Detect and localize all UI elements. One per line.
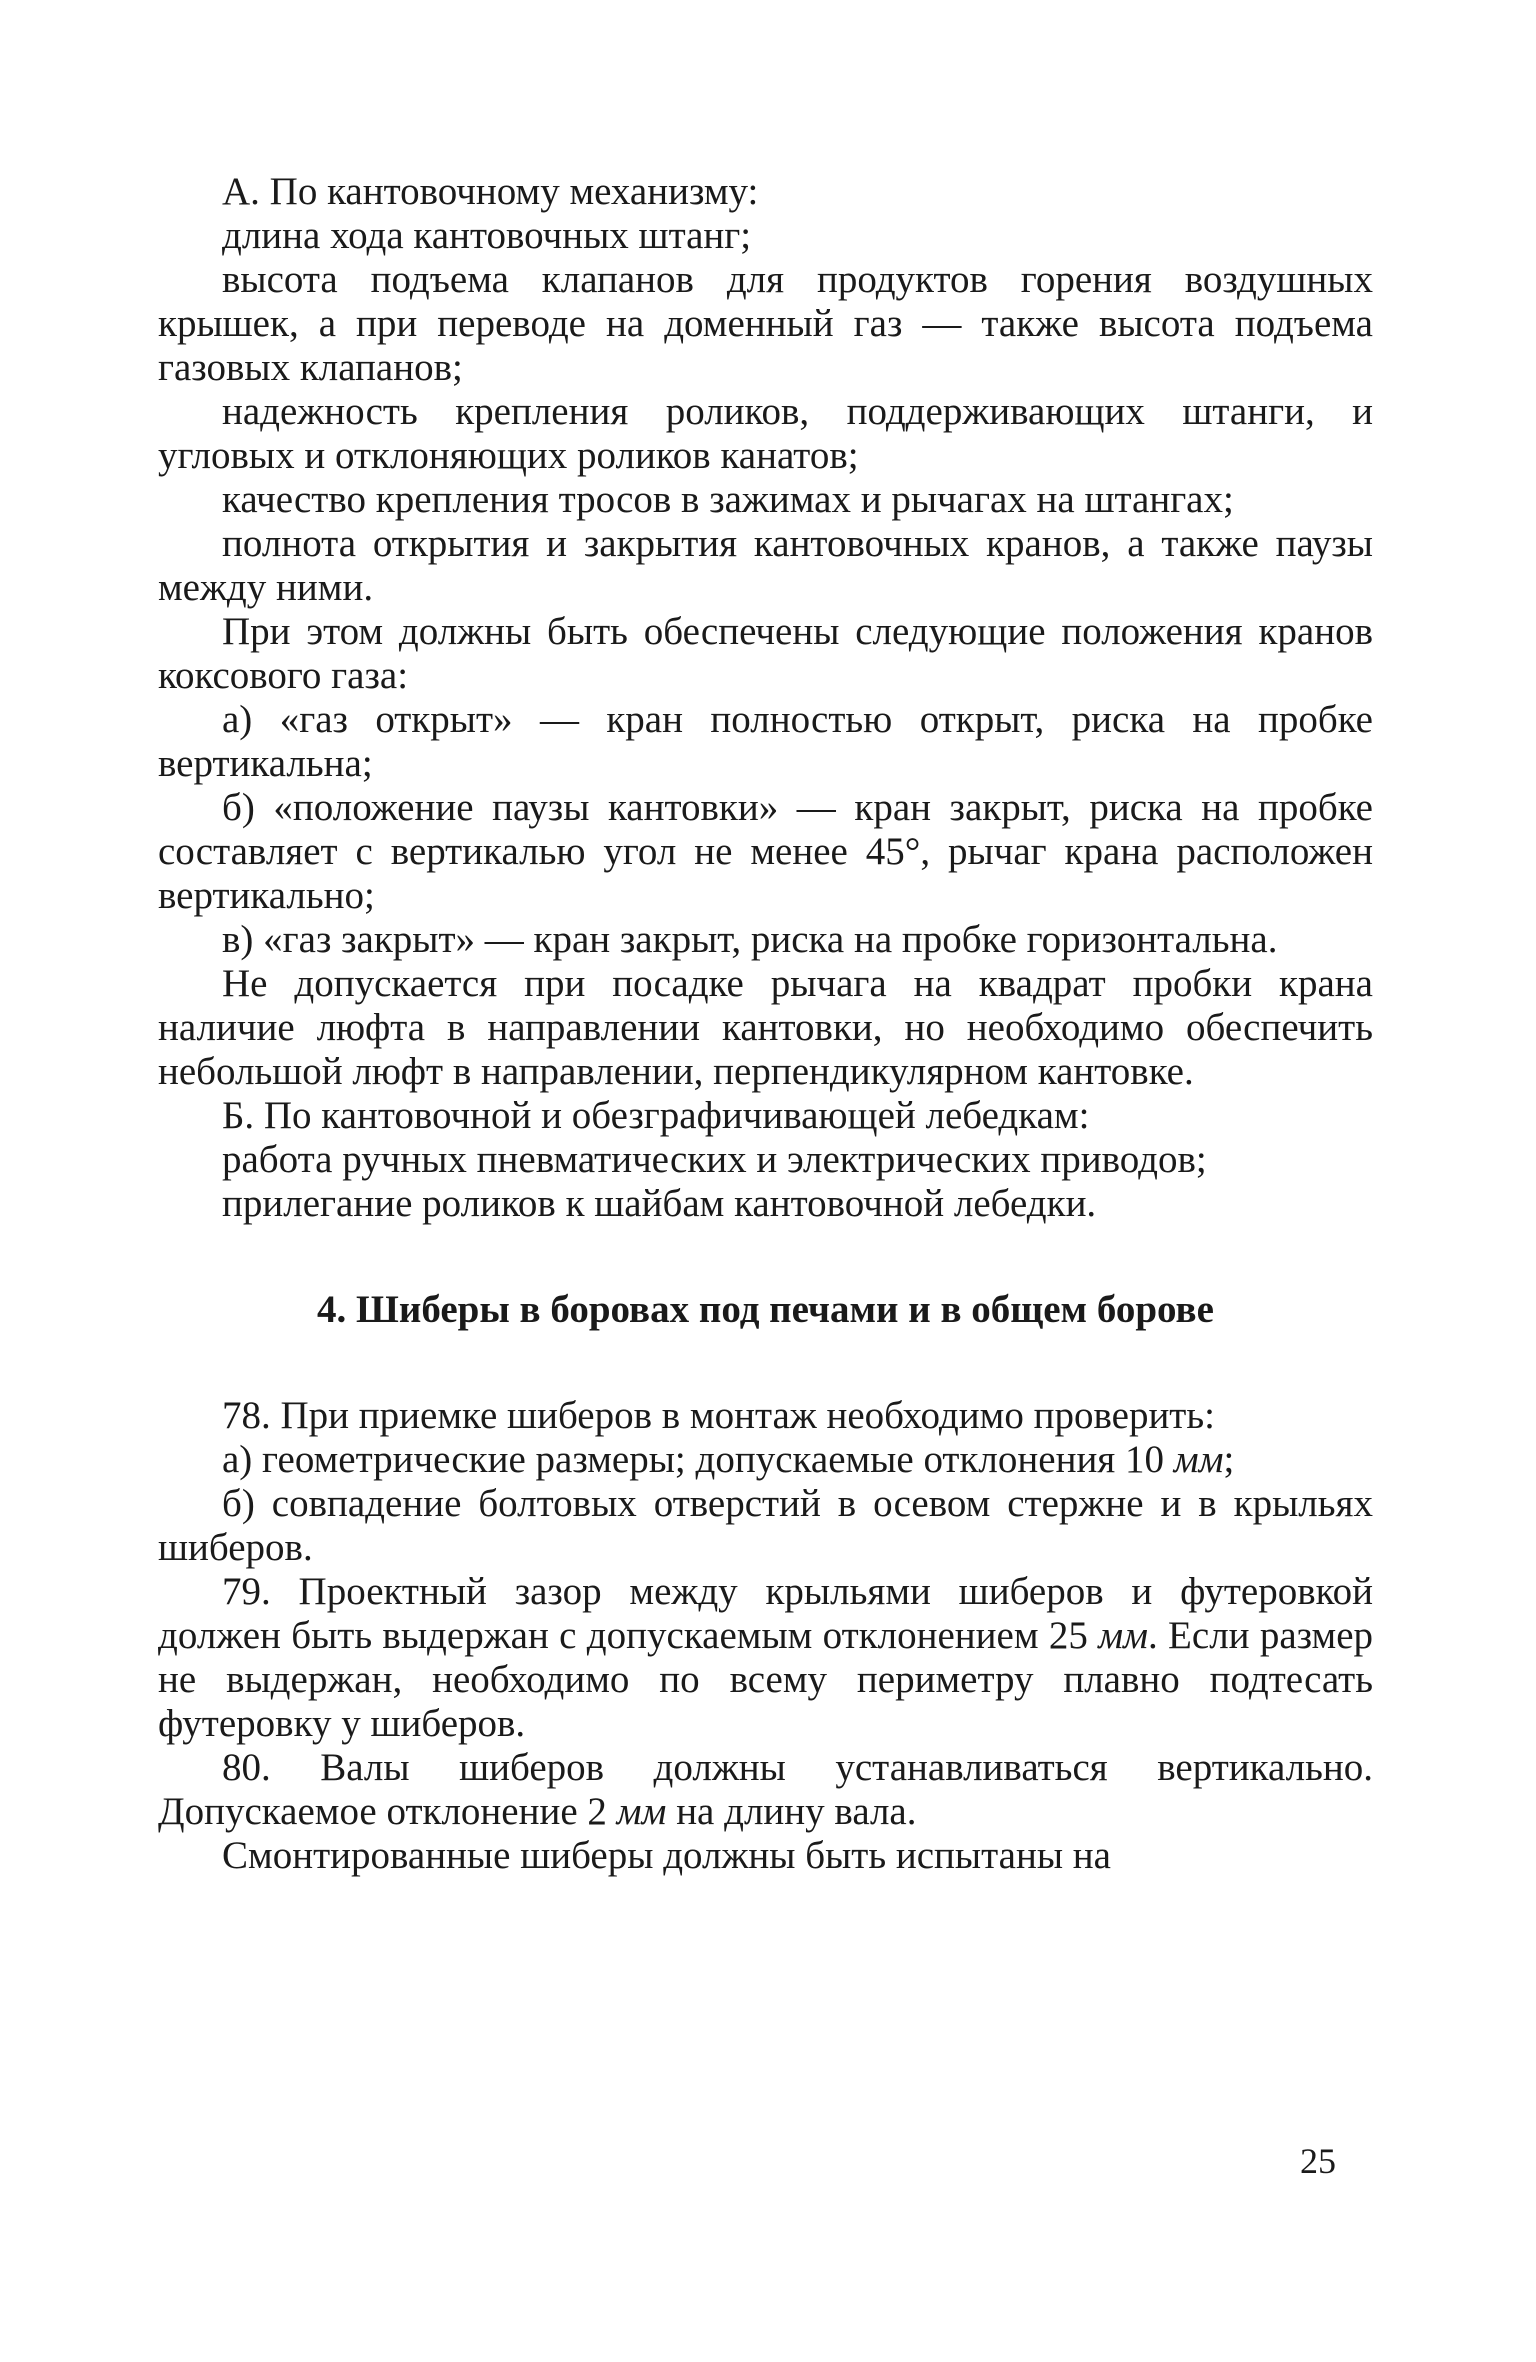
section-a-title: А. По кантовочному механизму: [222, 170, 759, 213]
page-body [158, 170, 1373, 1878]
clause-80-unit: мм [616, 1790, 667, 1833]
clause-79 [158, 1570, 1373, 1746]
section-b-item-2: прилегание роликов к шайбам кантовочной лебедки. [222, 1182, 1097, 1225]
section-a-item-5: полнота открытия и закрытия кантовочных кранов, а также паузы между ними. [158, 522, 1373, 609]
section-a-item-4: качество крепления тросов в зажимах и рычагах на штангах; [222, 478, 1234, 521]
position-b: б) «положение паузы кантовки» — кран закрыт, риска на пробке составляет с вертикалью угол не менее 45°, рычаг крана расположен вертикально; [158, 786, 1373, 917]
clause-79-start: 79. Проектный зазор между крыльями шиберов и футеровкой должен быть выдержан с допускаемым отклонением 25 [158, 1570, 1373, 1657]
section-a-item-2: высота подъема клапанов для продуктов горения воздушных крышек, а при переводе на доменный газ — также высота подъема газовых клапанов; [158, 258, 1373, 389]
clause-79-end: . Если размер не выдержан, необходимо по всему периметру плавно подтесать футеровку у шиберов. [158, 1614, 1374, 1745]
clause-80-start: 80. Валы шиберов должны устанавливаться вертикально. Допускаемое отклонение 2 [158, 1746, 1373, 1833]
clause-80-continuation: Смонтированные шиберы должны быть испытаны на [222, 1834, 1111, 1877]
clause-78-a [158, 1438, 1373, 1482]
clause-78-a-end: ; [1223, 1438, 1235, 1481]
clause-78-intro: 78. При приемке шиберов в монтаж необходимо проверить: [222, 1394, 1215, 1437]
section-a-item-1: длина хода кантовочных штанг; [222, 214, 752, 257]
section-a-item-3: надежность крепления роликов, поддерживающих штанги, и угловых и отклоняющих роликов канатов; [158, 390, 1373, 477]
section-b-item-1: работа ручных пневматических и электрических приводов; [222, 1138, 1207, 1181]
position-c: в) «газ закрыт» — кран закрыт, риска на пробке горизонтальна. [222, 918, 1278, 961]
positions-intro: При этом должны быть обеспечены следующие положения кранов коксового газа: [158, 610, 1373, 697]
section-b-title: Б. По кантовочной и обезграфичивающей лебедкам: [222, 1094, 1090, 1137]
clause-80-end: на длину вала. [666, 1790, 917, 1833]
clause-78-a-text: а) геометрические размеры; допускаемые отклонения 10 [222, 1438, 1164, 1481]
clause-78-a-unit: мм [1173, 1438, 1224, 1481]
clause-79-unit: мм [1098, 1614, 1148, 1657]
page-number: 25 [1300, 2141, 1336, 2181]
clause-78-b: б) совпадение болтовых отверстий в осевом стержне и в крыльях шиберов. [158, 1482, 1373, 1569]
position-a: а) «газ открыт» — кран полностью открыт, риска на пробке вертикальна; [158, 698, 1373, 785]
section-4-heading: 4. Шиберы в боровах под печами и в общем борове [317, 1288, 1214, 1331]
clause-80 [158, 1746, 1373, 1834]
play-note: Не допускается при посадке рычага на квадрат пробки крана наличие люфта в направлении кантовки, но необходимо обеспечить небольшой люфт в направлении, перпендикулярном кантовке. [158, 962, 1373, 1093]
